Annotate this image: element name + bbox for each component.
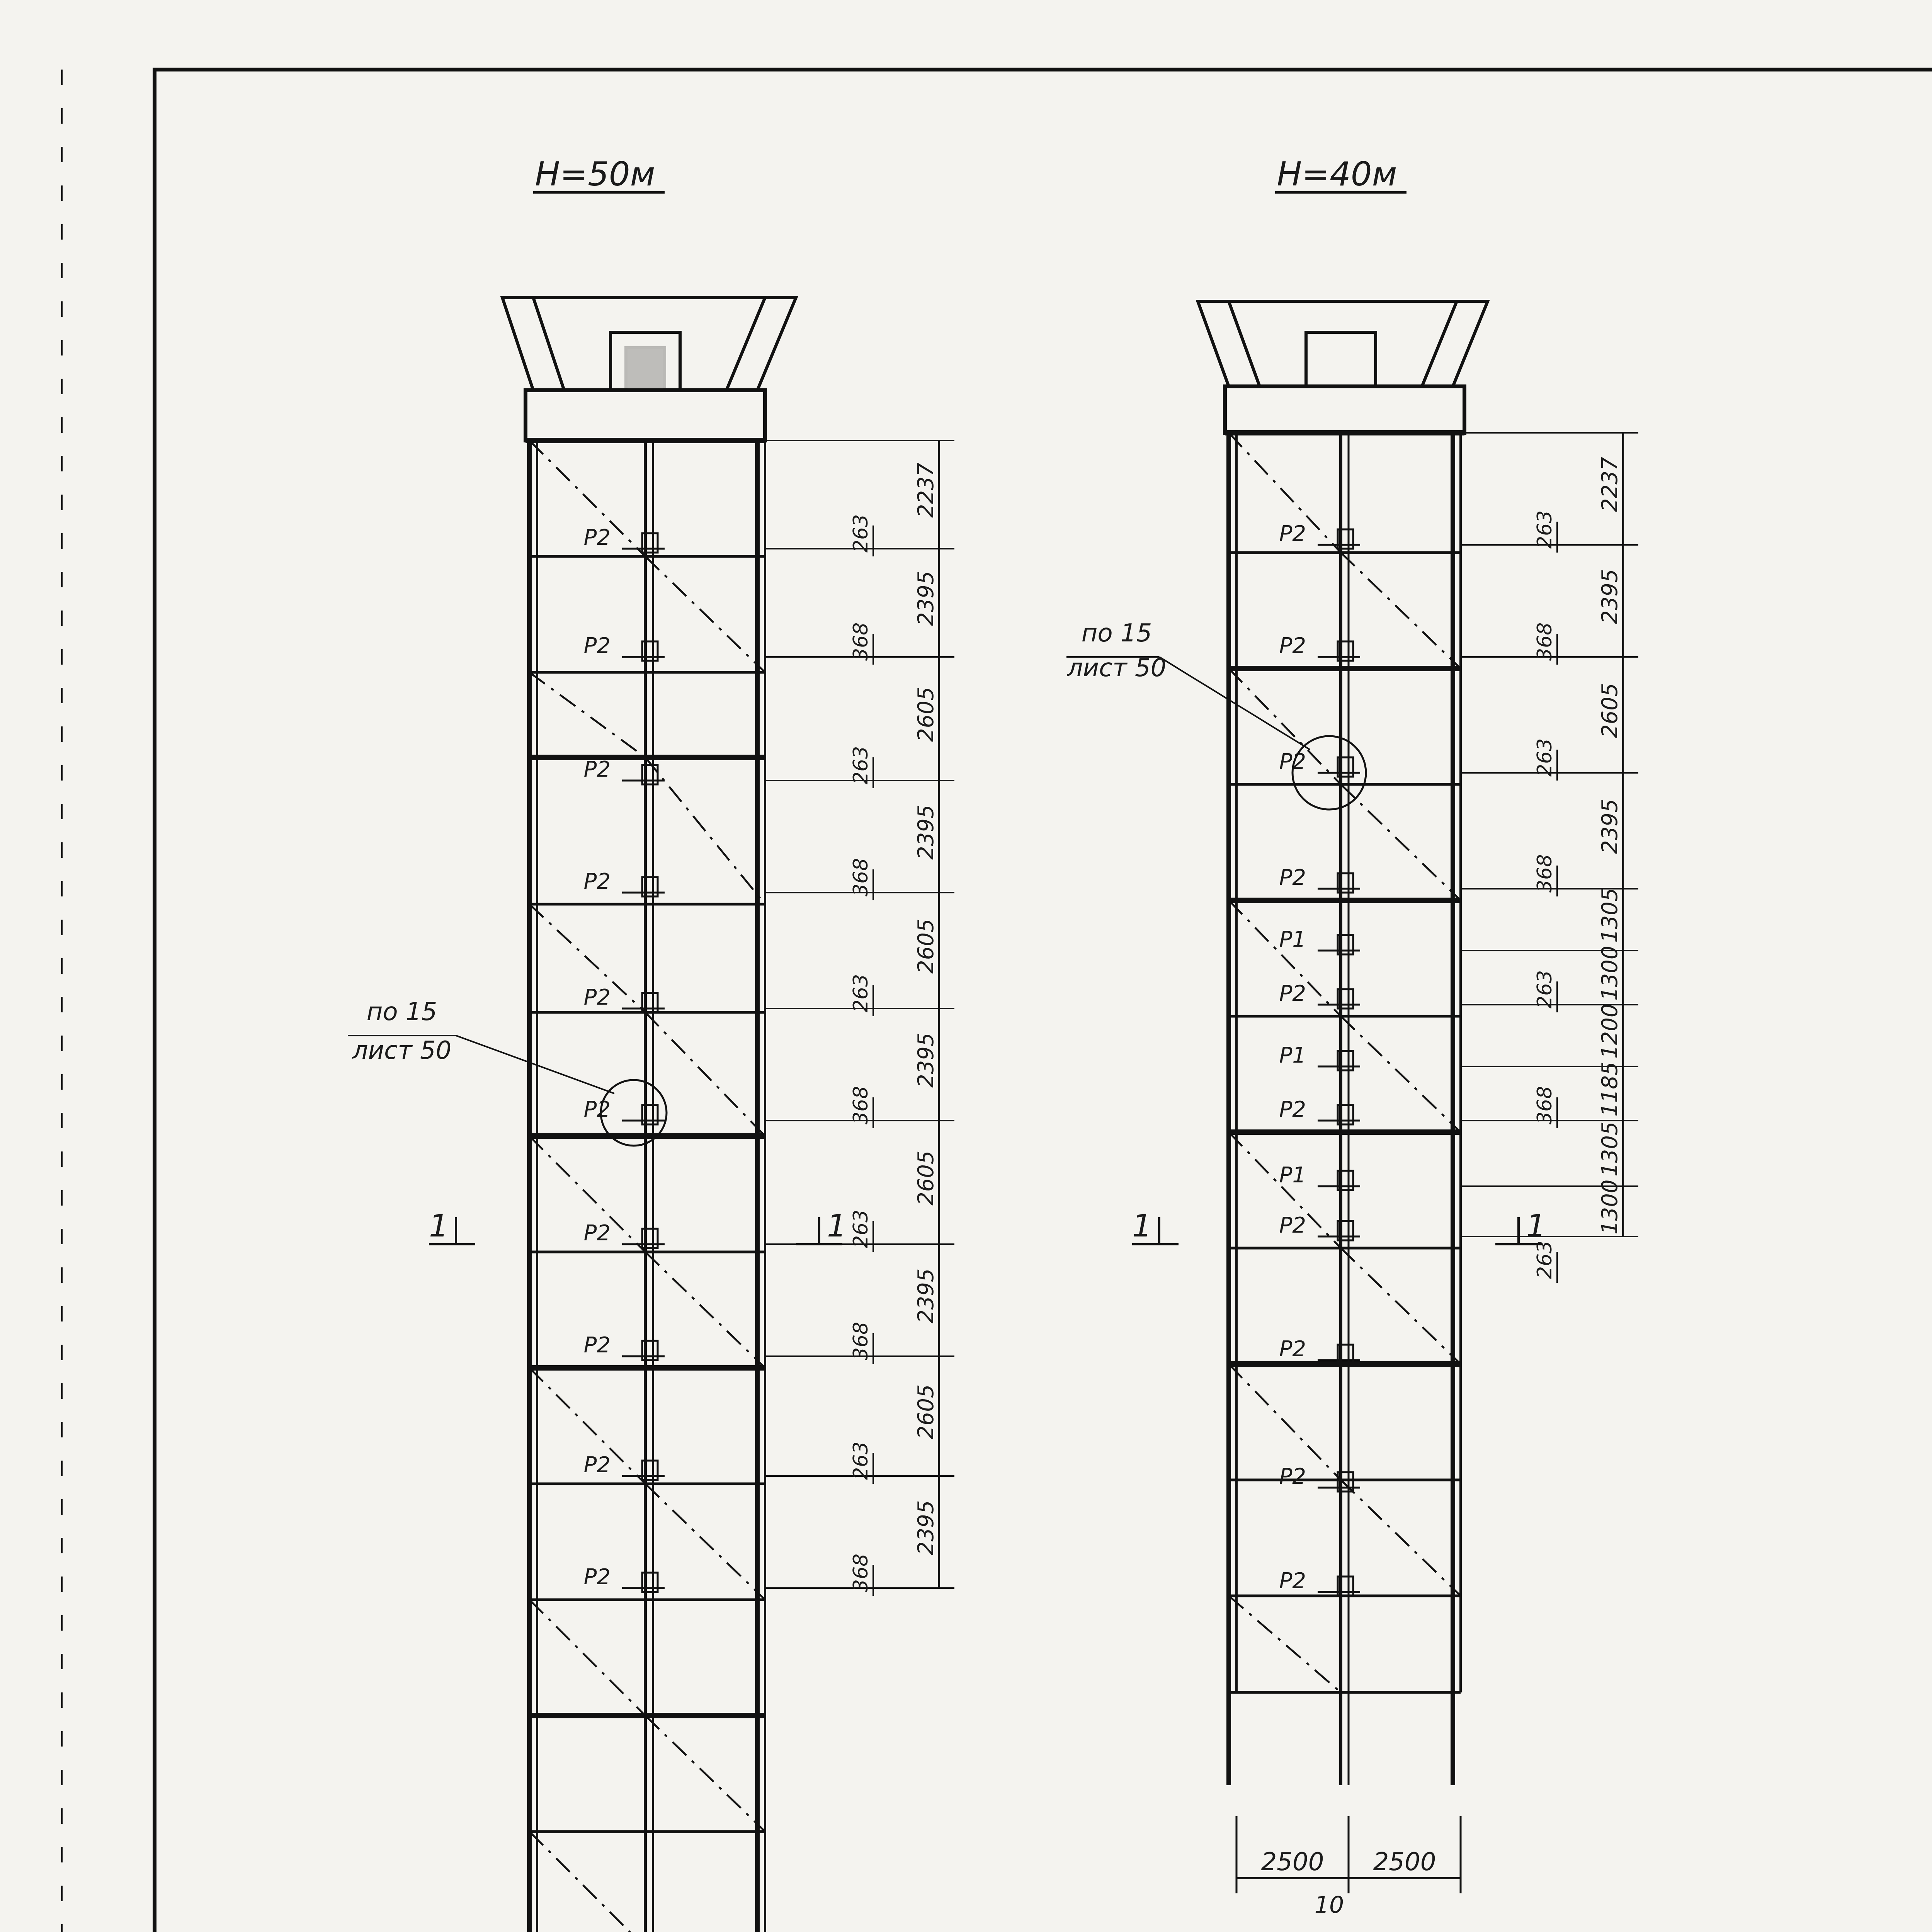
height-dim-right-8: 1305: [1597, 1121, 1622, 1177]
lantern-top-left: [502, 298, 796, 440]
panel-label-left-8: Р2: [583, 1452, 611, 1478]
section-mark-left-b: 1: [827, 1208, 847, 1244]
tower-left-diagonal: [645, 1012, 765, 1136]
tower-right-diagonal: [1341, 1248, 1461, 1364]
height-dim-right-3: 2395: [1597, 799, 1622, 854]
spacing-dim-left-7: 368: [849, 1321, 872, 1360]
tower-right-diagonal: [1229, 1596, 1341, 1692]
spacing-dim-left-8: 263: [849, 1441, 872, 1480]
lantern-top-right: [1198, 301, 1488, 433]
tower-left-diagonal: [529, 1600, 645, 1716]
tower-columns-left: [529, 440, 765, 1932]
tower-left-diagonal: [645, 556, 765, 672]
panel-label-right-4: Р1: [1279, 927, 1306, 952]
ref-label-right-2: лист 50: [1067, 654, 1167, 682]
height-dim-left-2: 2605: [913, 687, 939, 742]
panel-label-left-0: Р2: [583, 525, 611, 550]
spacing-dim-left-5: 368: [849, 1086, 872, 1124]
spacing-dim-left-6: 263: [849, 1209, 872, 1248]
height-dim-left-3: 2395: [913, 804, 939, 860]
height-dim-right-0: 2237: [1597, 457, 1622, 512]
tower-left-diagonal: [529, 672, 645, 757]
spacing-dim-right-5: 368: [1533, 1086, 1556, 1124]
tower-40m-title: Н=40м: [1277, 155, 1397, 194]
panel-label-right-3: Р2: [1279, 865, 1306, 890]
height-dim-right-2: 2605: [1597, 683, 1622, 738]
height-dim-right-6: 1200: [1597, 1003, 1622, 1059]
panel-label-left-3: Р2: [583, 869, 611, 894]
panel-label-right-11: Р2: [1279, 1464, 1306, 1489]
tower-horizontals-left: [529, 440, 765, 1932]
panel-label-right-1: Р2: [1279, 633, 1306, 658]
spacing-dim-right-6: 263: [1533, 1240, 1556, 1279]
tower-right-diagonal: [1341, 553, 1461, 668]
center-dim-right: 10: [1314, 1891, 1344, 1918]
section-mark-right-b: 1: [1526, 1208, 1546, 1244]
height-dim-right-5: 1300: [1597, 946, 1622, 1001]
height-dim-right-9: 1300: [1597, 1179, 1622, 1235]
spacing-dim-left-1: 368: [849, 622, 872, 661]
tower-horizontals-right: [1229, 433, 1461, 1692]
panel-label-right-10: Р2: [1279, 1337, 1306, 1362]
tower-left-diagonal: [645, 1484, 765, 1600]
panel-label-left-9: Р2: [583, 1565, 611, 1590]
spacing-dim-right-2: 263: [1533, 738, 1556, 777]
panel-label-left-6: Р2: [583, 1221, 611, 1246]
tower-left-diagonal: [645, 1252, 765, 1368]
panel-label-right-2: Р2: [1279, 749, 1306, 774]
tower-left-diagonal: [529, 1832, 645, 1932]
tower-right-diagonal: [1341, 1016, 1461, 1132]
height-dim-left-7: 2395: [913, 1268, 939, 1323]
spacing-dim-right-4: 263: [1533, 970, 1556, 1009]
spacing-dim-left-4: 263: [849, 974, 872, 1012]
section-mark-left-a: 1: [429, 1208, 449, 1244]
height-dim-right-4: 1305: [1597, 888, 1622, 943]
panel-label-right-8: Р1: [1279, 1163, 1306, 1188]
tower-left-diagonal: [645, 1716, 765, 1832]
height-dim-left-5: 2395: [913, 1032, 939, 1088]
tower-left-diagonal: [645, 757, 765, 904]
spacing-dim-left-3: 368: [849, 858, 872, 896]
ref-label-left-1: по 15: [366, 998, 437, 1026]
spacing-dim-right-1: 368: [1533, 622, 1556, 661]
panel-label-left-5: Р2: [583, 1097, 611, 1122]
spacing-dim-left-0: 263: [849, 514, 872, 553]
height-dim-left-6: 2605: [913, 1150, 939, 1206]
height-dim-right-1: 2395: [1597, 569, 1622, 624]
spacing-dim-left-2: 263: [849, 746, 872, 784]
height-dim-right-7: 1185: [1597, 1061, 1622, 1117]
dimensions-left: [765, 440, 954, 1596]
panel-label-left-1: Р2: [583, 633, 611, 658]
height-dim-left-1: 2395: [913, 571, 939, 626]
spacing-dim-right-0: 263: [1533, 510, 1556, 549]
tower-right-diagonal: [1341, 1480, 1461, 1596]
tower-50m-title: Н=50м: [535, 155, 655, 194]
tower-40m: [1066, 155, 1638, 1918]
panel-label-right-7: Р2: [1279, 1097, 1306, 1122]
tower-right-diagonal: [1229, 1364, 1341, 1480]
dimensions-right: [1461, 433, 1638, 1283]
height-dim-left-8: 2605: [913, 1384, 939, 1439]
panel-label-left-2: Р2: [583, 757, 611, 782]
height-dim-left-4: 2605: [913, 918, 939, 974]
tower-50m: [348, 155, 954, 1932]
panel-label-left-4: Р2: [583, 985, 611, 1010]
spacing-dim-left-9: 368: [849, 1553, 872, 1592]
panel-label-right-12: Р2: [1279, 1568, 1306, 1594]
panel-label-left-7: Р2: [583, 1333, 611, 1358]
spacing-dim-right-3: 368: [1533, 854, 1556, 893]
height-dim-left-9: 2395: [913, 1500, 939, 1555]
width-dim-right-1: 2500: [1261, 1848, 1324, 1876]
panel-label-right-6: Р1: [1279, 1043, 1306, 1068]
height-dim-left-0: 2237: [913, 463, 939, 518]
tower-diagonals-right: [1229, 433, 1461, 1692]
tower-right-diagonal: [1341, 784, 1461, 900]
tower-diagonals-left: [529, 440, 765, 1932]
panel-label-right-9: Р2: [1279, 1213, 1306, 1238]
section-mark-right-a: 1: [1132, 1208, 1152, 1244]
panel-label-right-0: Р2: [1279, 521, 1306, 546]
panel-label-right-5: Р2: [1279, 981, 1306, 1006]
width-dim-right-2: 2500: [1373, 1848, 1436, 1876]
ref-label-right-1: по 15: [1081, 619, 1152, 648]
ref-label-left-2: лист 50: [352, 1036, 452, 1065]
